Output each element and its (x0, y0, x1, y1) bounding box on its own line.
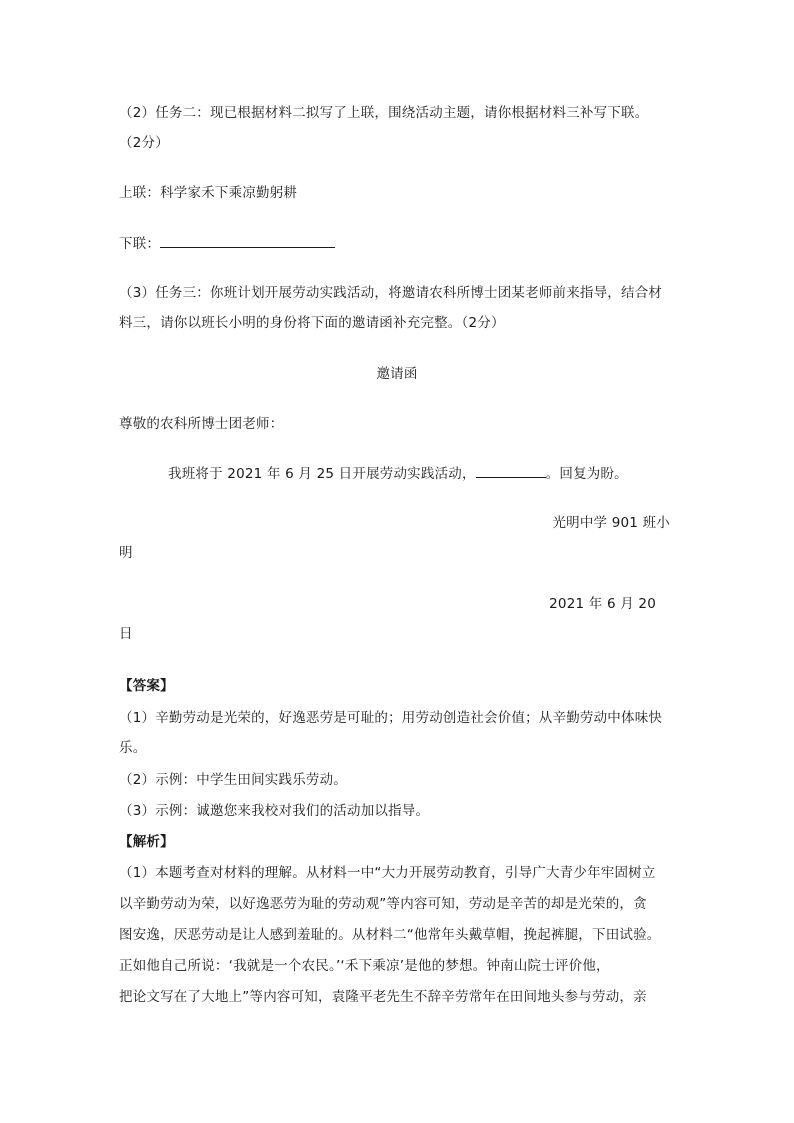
letter-title: 邀请函 (376, 366, 418, 382)
date-line2: 日 (119, 626, 133, 642)
letter-body (168, 463, 628, 484)
lower-couplet-row (119, 233, 335, 254)
task3-prompt-line1: （3）任务三：你班计划开展劳动实践活动，将邀请农科所博士团某老师前来指导，结合材 (119, 285, 663, 301)
letter-body-blank[interactable] (476, 463, 546, 478)
letter-salutation: 尊敬的农科所博士团老师： (119, 416, 284, 432)
signature-line1: 光明中学 901 班小 (552, 515, 670, 531)
answer-1-line1: （1）辛勤劳动是光荣的，好逸恶劳是可耻的；用劳动创造社会价值；从辛勤劳动中体味快 (119, 710, 663, 726)
answer-1-line2: 乐。 (119, 740, 147, 756)
analysis-heading: 【解析】 (119, 834, 174, 850)
signature-line2: 明 (119, 545, 133, 561)
task2-score: （2分） (119, 135, 169, 151)
analysis-line: 以辛勤劳动为荣，以好逸恶劳为耻的劳动观”等内容可知，劳动是辛苦的却是光荣的，贪 (119, 896, 647, 912)
analysis-line: 把论文写在了大地上”等内容可知，袁隆平老先生不辞辛劳常年在田间地头参与劳动，亲 (119, 989, 647, 1005)
upper-couplet: 上联：科学家禾下乘凉勤躬耕 (119, 185, 298, 201)
task2-prompt: （2）任务二：现已根据材料二拟写了上联，围绕活动主题，请你根据材料三补写下联。 (119, 105, 649, 121)
letter-body-before: 我班将于 2021 年 6 月 25 日开展劳动实践活动， (168, 466, 476, 482)
date-line1: 2021 年 6 月 20 (549, 596, 656, 612)
answer-3: （3）示例：诚邀您来我校对我们的活动加以指导。 (119, 803, 430, 819)
analysis-line: 正如他自己所说：‘我就是一个农民。’‘禾下乘凉’是他的梦想。钟南山院士评价他， (119, 958, 610, 974)
analysis-line: 图安逸，厌恶劳动是让人感到羞耻的。从材料二“他常年头戴草帽，挽起裤腿，下田试验。 (119, 927, 661, 943)
answer-heading: 【答案】 (119, 678, 174, 694)
answer-2: （2）示例：中学生田间实践乐劳动。 (119, 772, 347, 788)
lower-couplet-blank[interactable] (160, 233, 335, 248)
analysis-line: （1）本题考查对材料的理解。从材料一中“大力开展劳动教育，引导广大青少年牢固树立 (119, 865, 656, 881)
lower-couplet-label: 下联： (119, 236, 161, 252)
task3-prompt-line2: 料三，请你以班长小明的身份将下面的邀请函补充完整。（2分） (119, 315, 505, 331)
letter-body-after: 。回复为盼。 (545, 466, 628, 482)
